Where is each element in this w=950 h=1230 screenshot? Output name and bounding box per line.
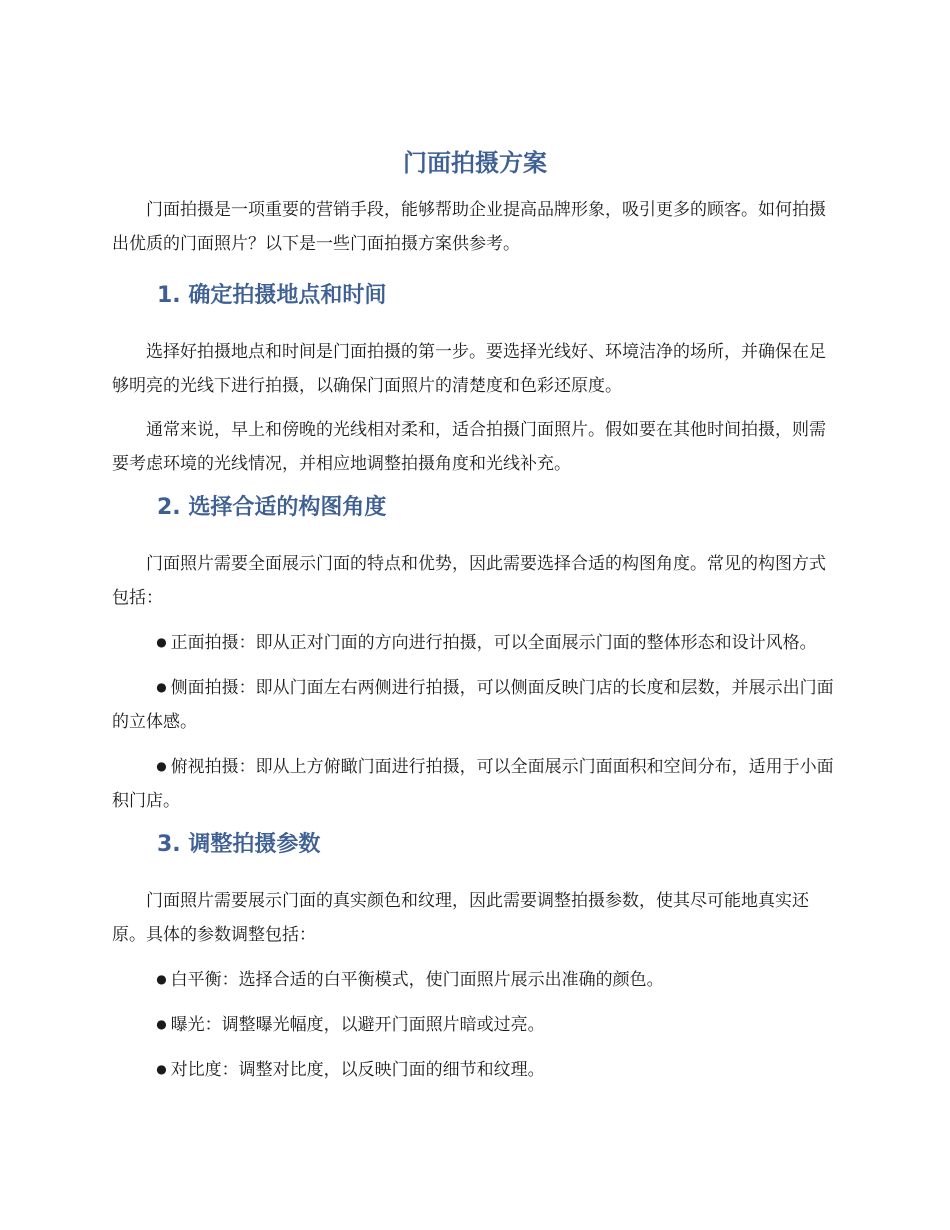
bullet-dot-icon: ● xyxy=(156,680,167,694)
section-paragraph: 选择好拍摄地点和时间是门面拍摄的第一步。要选择光线好、环境洁净的场所，并确保在足够明亮的光线下进行拍摄，以确保门面照片的清楚度和色彩还原度。 xyxy=(112,342,826,396)
list-item-text: 曝光：调整曝光幅度，以避开门面照片暗或过亮。 xyxy=(170,1015,545,1035)
section-paragraph: 门面照片需要全面展示门面的特点和优势，因此需要选择合适的构图角度。常见的构图方式包括： xyxy=(112,554,826,608)
bullet-list xyxy=(112,962,838,1087)
list-item xyxy=(112,749,838,818)
bullet-dot-icon: ● xyxy=(156,759,167,773)
section-heading: 3. 调整拍摄参数 xyxy=(157,832,321,857)
list-item-text: 侧面拍摄：即从门面左右两侧进行拍摄，可以侧面反映门店的长度和层数，并展示出门面的立体感。 xyxy=(112,678,834,732)
list-item xyxy=(112,1052,838,1087)
list-item-text: 正面拍摄：即从正对门面的方向进行拍摄，可以全面展示门面的整体形态和设计风格。 xyxy=(170,633,817,653)
section-paragraph: 门面照片需要展示门面的真实颜色和纹理，因此需要调整拍摄参数，使其尽可能地真实还原。具体的参数调整包括： xyxy=(112,891,809,945)
section-2 xyxy=(112,491,838,818)
section-paragraph: 通常来说，早上和傍晚的光线相对柔和，适合拍摄门面照片。假如要在其他时间拍摄，则需要考虑环境的光线情况，并相应地调整拍摄角度和光线补充。 xyxy=(112,420,826,474)
section-heading: 2. 选择合适的构图角度 xyxy=(157,495,387,520)
section-body xyxy=(112,335,838,481)
page-title: 门面拍摄方案 xyxy=(403,149,547,177)
bullet-list xyxy=(112,625,838,818)
bullet-dot-icon: ● xyxy=(156,1017,167,1031)
list-item xyxy=(112,670,838,739)
bullet-dot-icon: ● xyxy=(156,972,167,986)
section-1 xyxy=(112,279,838,481)
bullet-dot-icon: ● xyxy=(156,1062,167,1076)
list-item xyxy=(112,625,838,660)
list-item-text: 白平衡：选择合适的白平衡模式，使门面照片展示出准确的颜色。 xyxy=(170,970,664,990)
list-item xyxy=(112,962,838,997)
section-body xyxy=(112,547,838,615)
section-body xyxy=(112,884,838,952)
list-item-text: 俯视拍摄：即从上方俯瞰门面进行拍摄，可以全面展示门面面积和空间分布，适用于小面积门店。 xyxy=(112,757,834,811)
section-heading: 1. 确定拍摄地点和时间 xyxy=(157,283,387,308)
intro-paragraph: 门面拍摄是一项重要的营销手段，能够帮助企业提高品牌形象，吸引更多的顾客。如何拍摄出优质的门面照片？以下是一些门面拍摄方案供参考。 xyxy=(112,200,826,254)
bullet-dot-icon: ● xyxy=(156,635,167,649)
list-item-text: 对比度：调整对比度，以反映门面的细节和纹理。 xyxy=(170,1060,545,1080)
section-3 xyxy=(112,828,838,1087)
list-item xyxy=(112,1007,838,1042)
